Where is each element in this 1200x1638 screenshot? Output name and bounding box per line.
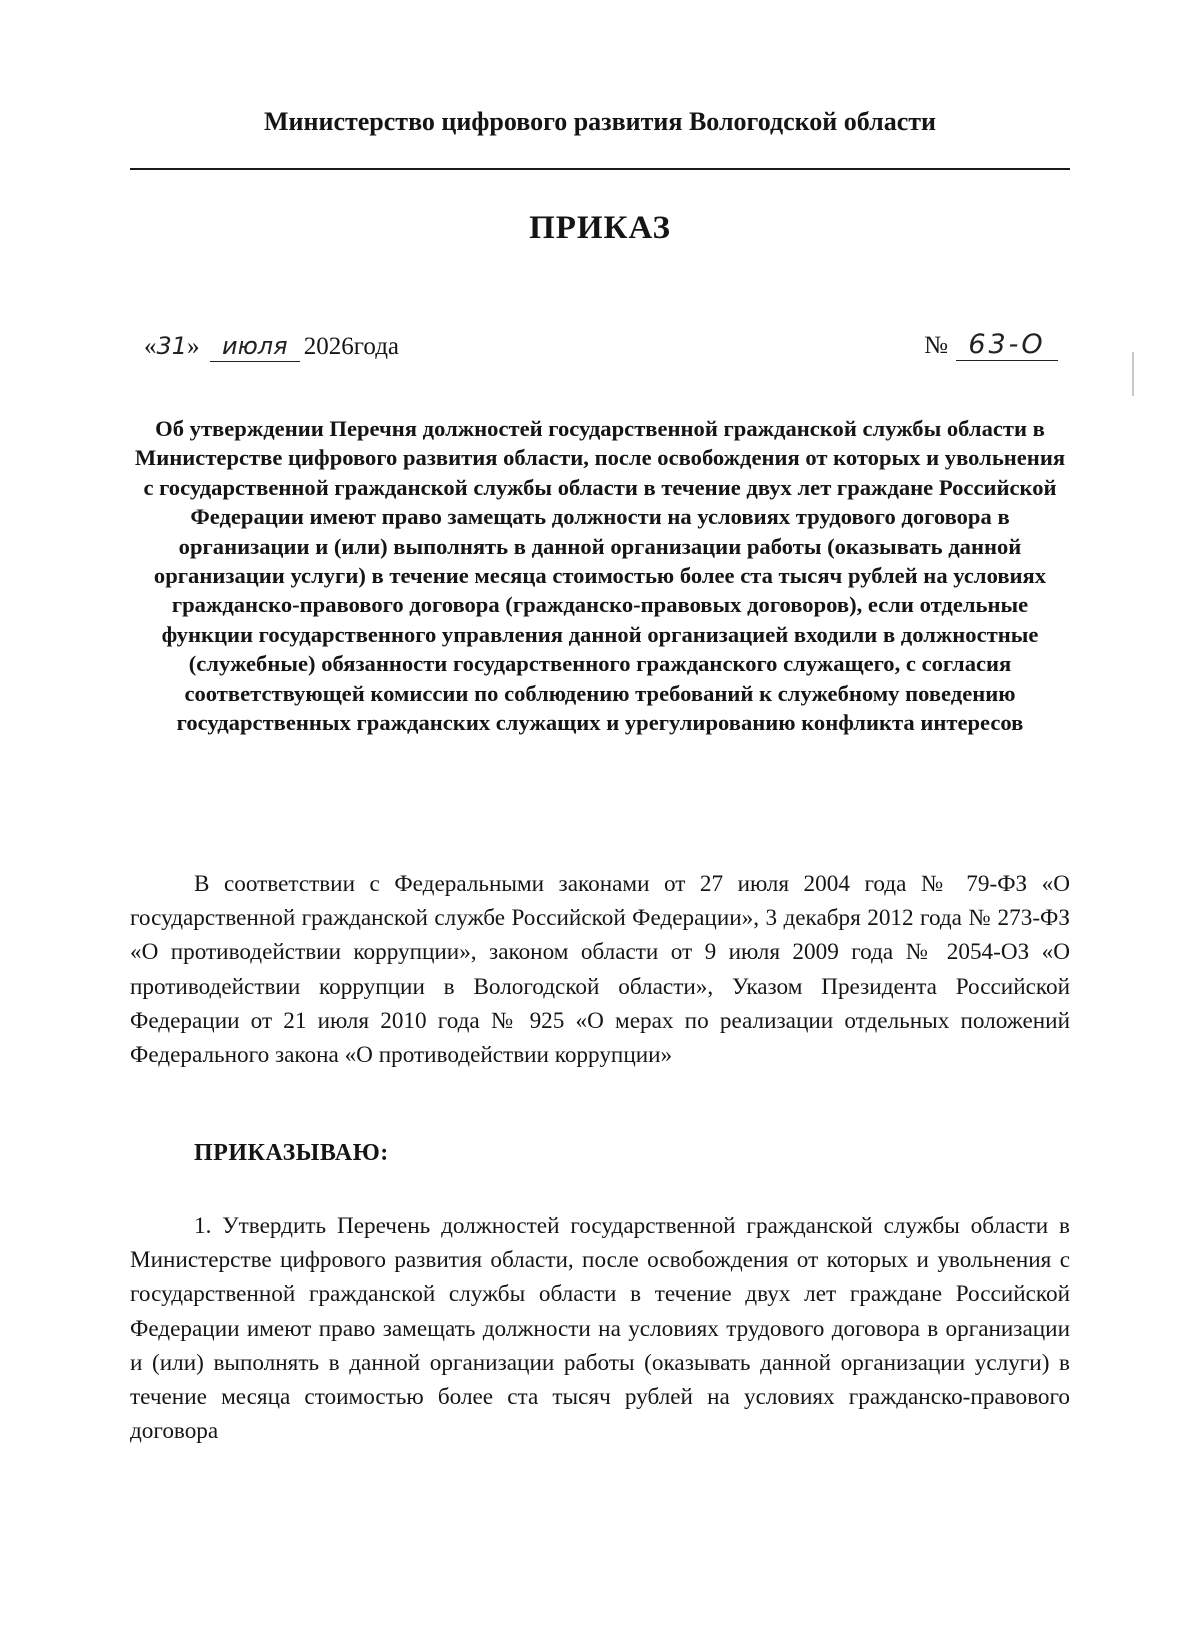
document-type-title: ПРИКАЗ [529,210,671,246]
document-number [924,326,1058,366]
date-month-handwritten: июля [210,331,300,362]
header-divider [130,168,1070,170]
preamble-paragraph: В соответствии с Федеральными законами от 27 июля 2004 года № 79-ФЗ «О государственной гражданской службе Российской Федерации», 3 декабря 2012 года № 273-ФЗ «О противодействии коррупции», законом области от 9 июля 2009 года № 2054-ОЗ «О противодействии коррупции в Вологодской области», Указом Президента Российской Федерации от 21 июля 2010 года № 925 «О мерах по реализации отдельных положений Федерального закона «О противодействии коррупции» [130,871,1070,1069]
ministry-name: Министерство цифрового развития Вологодской области [263,107,937,136]
order-directive-heading: ПРИКАЗЫВАЮ: [194,1140,389,1166]
number-sign: № [924,332,948,359]
date-number-row [130,326,1070,366]
order-item-1: 1. Утвердить Перечень должностей государственной гражданской службы области в Министерстве цифрового развития области, после освобождения от которых и увольнения с государственной гражданской службы области в течение двух лет граждане Российской Федерации имеют право замещать должности на условиях трудового договора в организации и (или) выполнять в данной организации работы (оказывать данной организации услуги) в течение месяца стоимостью более ста тысяч рублей на условиях гражданско-правового договора [130,1213,1070,1445]
order-subject-title: Об утверждении Перечня должностей государственной гражданской службы области в Министерстве цифрового развития области, после освобождения от которых и увольнения с государственной гражданской службы области в течение двух лет граждане Российской Федерации имеют право замещать должности на условиях трудового договора в организации и (или) выполнять в данной организации работы (оказывать данной организации услуги) в течение месяца стоимостью более ста тысяч рублей на условиях гражданско-правового договора (гражданско-правовых договоров), если отдельные функции государственного управления данной организацией входили в должностные (служебные) обязанности государственного гражданского служащего, с согласия соответствующей комиссии по соблюдению требований к служебному поведению государственных гражданских служащих и урегулированию конфликта интересов [134,416,1066,736]
date-close-quote: » [187,333,200,360]
document-date [144,326,399,367]
scan-artifact [1132,352,1134,396]
date-day-handwritten: 31 [156,332,188,360]
date-open-quote: « [144,333,157,360]
document-number-handwritten: 63-О [956,330,1058,361]
date-year: 2026года [303,333,400,360]
